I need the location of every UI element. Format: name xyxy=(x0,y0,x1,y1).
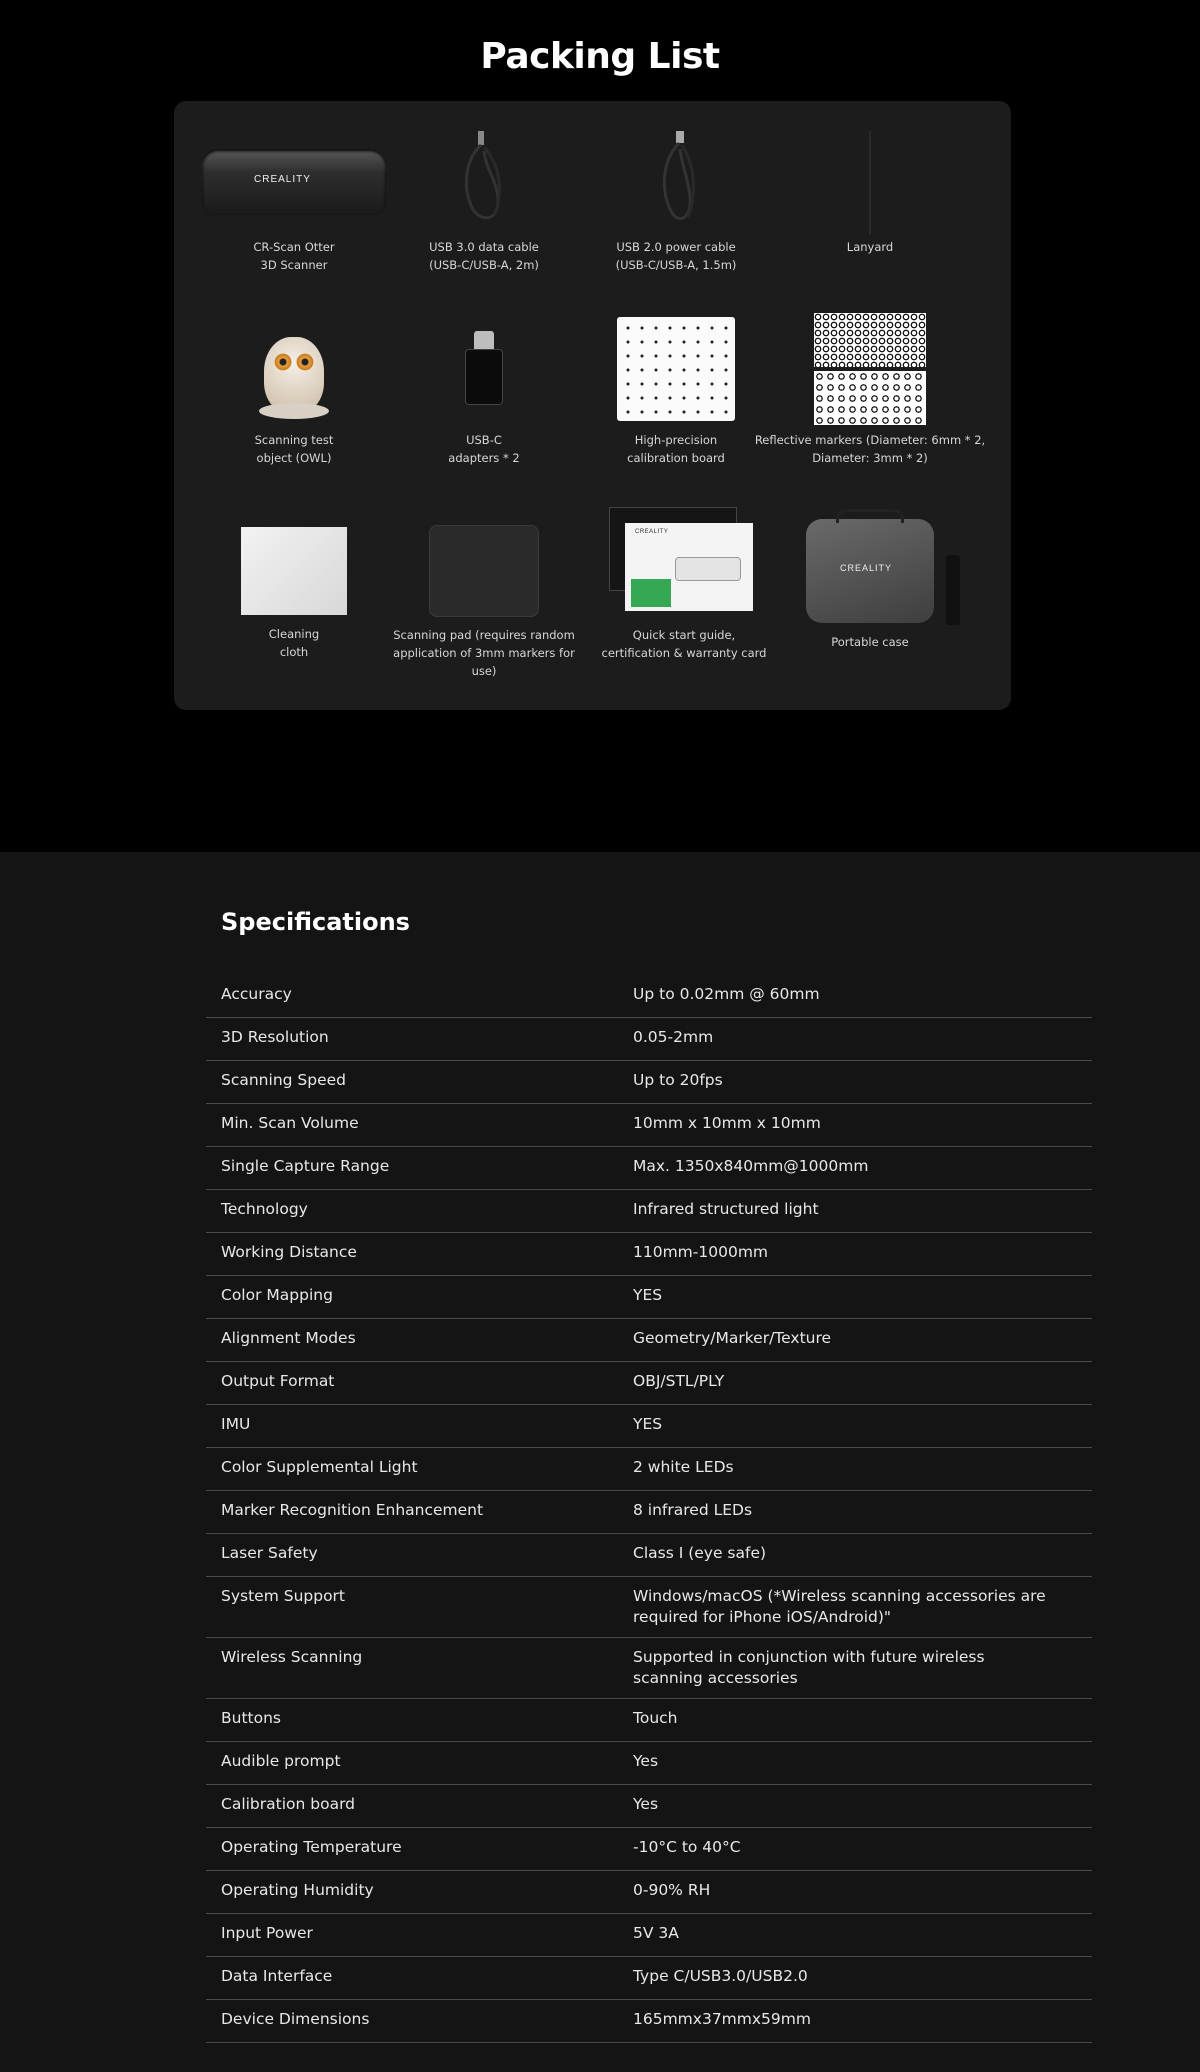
reflective-markers-image xyxy=(814,313,926,425)
spec-value: Yes xyxy=(633,1752,659,1770)
spec-key: Min. Scan Volume xyxy=(221,1114,359,1132)
item-usb3-cable xyxy=(392,131,576,272)
spec-value: -10°C to 40°C xyxy=(633,1838,741,1856)
item-owl xyxy=(202,313,386,465)
spec-key: IMU xyxy=(221,1415,251,1433)
spec-value: 8 infrared LEDs xyxy=(633,1501,753,1519)
spec-row xyxy=(206,1405,1092,1448)
spec-row xyxy=(206,1233,1092,1276)
item-usbc-adapter xyxy=(392,313,576,465)
item-usb2-cable xyxy=(584,131,768,272)
spec-value: 110mm-1000mm xyxy=(633,1243,769,1261)
item-caption: USB-C adapters * 2 xyxy=(448,433,520,465)
packing-list-section xyxy=(0,0,1200,852)
owl-image xyxy=(259,319,329,419)
packing-list-panel xyxy=(174,101,1011,710)
usbc-adapter-image xyxy=(465,331,503,405)
portable-case-image xyxy=(806,519,934,623)
spec-value: Up to 20fps xyxy=(633,1071,723,1089)
creality-logo: CREALITY xyxy=(840,563,893,573)
item-caption: Scanning pad (requires random application of 3mm markers for use) xyxy=(393,628,575,678)
spec-key: Device Dimensions xyxy=(221,2010,370,2028)
spec-key: Technology xyxy=(221,1200,308,1218)
spec-value: Infrared structured light xyxy=(633,1200,819,1218)
calibration-board-image xyxy=(617,317,735,421)
spec-key: Color Mapping xyxy=(221,1286,333,1304)
specifications-title: Specifications xyxy=(221,908,410,936)
spec-value: Class I (eye safe) xyxy=(633,1544,767,1562)
spec-row xyxy=(206,1699,1092,1742)
spec-value: Yes xyxy=(633,1795,659,1813)
spec-row xyxy=(206,1534,1092,1577)
spec-value: 0.05-2mm xyxy=(633,1028,714,1046)
spec-row xyxy=(206,1276,1092,1319)
spec-value: 0-90% RH xyxy=(633,1881,711,1899)
spec-row xyxy=(206,1147,1092,1190)
spec-row xyxy=(206,975,1092,1018)
item-cleaning-cloth xyxy=(202,505,386,659)
item-scanner xyxy=(202,131,386,272)
spec-row xyxy=(206,1190,1092,1233)
spec-row xyxy=(206,1491,1092,1534)
quick-start-guide-image xyxy=(609,507,759,615)
usb3-cable-image xyxy=(454,131,514,227)
scanning-pad-image xyxy=(429,525,539,617)
spec-value: Supported in conjunction with future wireless scanning accessories xyxy=(633,1648,985,1687)
spec-key: Calibration board xyxy=(221,1795,356,1813)
spec-row xyxy=(206,1914,1092,1957)
spec-row xyxy=(206,1957,1092,2000)
spec-key: Audible prompt xyxy=(221,1752,341,1770)
spec-key: Color Supplemental Light xyxy=(221,1458,418,1476)
spec-value: Windows/macOS (*Wireless scanning accessories are required for iPhone iOS/Android)" xyxy=(633,1587,1046,1626)
spec-key: Laser Safety xyxy=(221,1544,318,1562)
spec-row xyxy=(206,1871,1092,1914)
item-caption: Lanyard xyxy=(846,240,894,254)
spec-value: 5V 3A xyxy=(633,1924,679,1942)
spec-row xyxy=(206,2000,1092,2043)
spec-key: Output Format xyxy=(221,1372,335,1390)
spec-key: Operating Humidity xyxy=(221,1881,374,1899)
spec-value: Geometry/Marker/Texture xyxy=(633,1329,832,1347)
spec-key: Accuracy xyxy=(221,985,292,1003)
spec-value: Touch xyxy=(633,1709,678,1727)
spec-value: 165mmx37mmx59mm xyxy=(633,2010,811,2028)
item-caption: High-precision calibration board xyxy=(627,433,725,465)
spec-value: Type C/USB3.0/USB2.0 xyxy=(633,1967,808,1985)
spec-key: Input Power xyxy=(221,1924,313,1942)
item-reflective-markers xyxy=(752,313,988,465)
spec-row xyxy=(206,1448,1092,1491)
item-caption: Quick start guide, certification & warranty card xyxy=(601,628,767,660)
spec-row xyxy=(206,1319,1092,1362)
item-caption: CR-Scan Otter 3D Scanner xyxy=(253,240,335,272)
item-quick-start-guide xyxy=(584,505,784,660)
specifications-table xyxy=(206,975,1092,2043)
specifications-section xyxy=(0,852,1200,2072)
spec-value: 2 white LEDs xyxy=(633,1458,734,1476)
spec-key: Operating Temperature xyxy=(221,1838,402,1856)
spec-key: 3D Resolution xyxy=(221,1028,329,1046)
item-caption: Portable case xyxy=(831,635,909,649)
item-portable-case xyxy=(778,505,962,655)
item-caption: USB 2.0 power cable (USB-C/USB-A, 1.5m) xyxy=(615,240,737,272)
spec-value: YES xyxy=(633,1415,663,1433)
item-caption: Cleaning cloth xyxy=(268,627,320,659)
spec-key: System Support xyxy=(221,1587,345,1605)
spec-row xyxy=(206,1577,1092,1638)
creality-logo: CREALITY xyxy=(635,529,669,535)
item-scanning-pad xyxy=(380,505,588,678)
cleaning-cloth-image xyxy=(241,527,347,615)
scanner-image xyxy=(202,149,386,215)
item-caption: USB 3.0 data cable (USB-C/USB-A, 2m) xyxy=(429,240,539,272)
spec-key: Buttons xyxy=(221,1709,281,1727)
spec-row xyxy=(206,1362,1092,1405)
spec-row xyxy=(206,1638,1092,1699)
item-caption: Reflective markers (Diameter: 6mm * 2, Diameter: 3mm * 2) xyxy=(754,433,986,465)
spec-row xyxy=(206,1061,1092,1104)
spec-row xyxy=(206,1785,1092,1828)
item-calibration-board xyxy=(584,313,768,465)
spec-value: Max. 1350x840mm@1000mm xyxy=(633,1157,869,1175)
item-lanyard xyxy=(778,131,962,254)
creality-logo: CREALITY xyxy=(254,174,311,185)
spec-key: Wireless Scanning xyxy=(221,1648,363,1666)
spec-key: Scanning Speed xyxy=(221,1071,346,1089)
item-caption: Scanning test object (OWL) xyxy=(254,433,334,465)
spec-value: Up to 0.02mm @ 60mm xyxy=(633,985,820,1003)
spec-key: Data Interface xyxy=(221,1967,333,1985)
spec-key: Working Distance xyxy=(221,1243,357,1261)
spec-value: YES xyxy=(633,1286,663,1304)
spec-value: OBJ/STL/PLY xyxy=(633,1372,725,1390)
packing-list-title: Packing List xyxy=(480,36,720,77)
spec-value: 10mm x 10mm x 10mm xyxy=(633,1114,821,1132)
spec-row xyxy=(206,1104,1092,1147)
spec-key: Marker Recognition Enhancement xyxy=(221,1501,484,1519)
spec-row xyxy=(206,1828,1092,1871)
spec-key: Single Capture Range xyxy=(221,1157,390,1175)
spec-key: Alignment Modes xyxy=(221,1329,356,1347)
spec-row xyxy=(206,1742,1092,1785)
lanyard-image xyxy=(867,131,873,235)
usb2-cable-image xyxy=(646,131,706,227)
spec-row xyxy=(206,1018,1092,1061)
